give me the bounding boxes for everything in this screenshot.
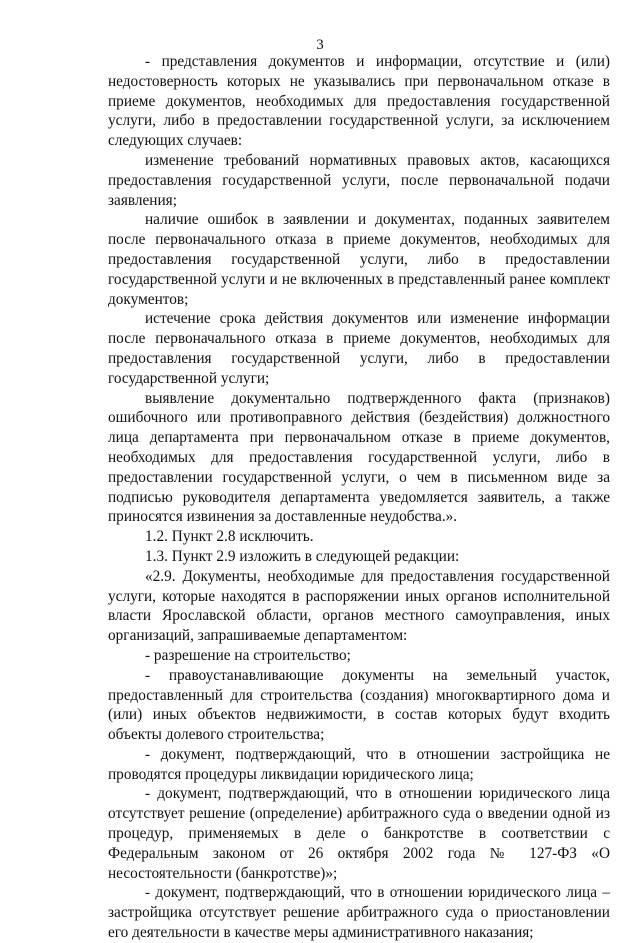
list-item-no-bankruptcy: - документ, подтверждающий, что в отношении юридического лица отсутствует решение (определение) арбитражного суда о введении одной из процедур, применяемых в деле о банкротстве в соответствии с Федеральным законом от 26 октября 2002 года № 127-ФЗ «О несостоятельности (банкротстве)»;: [108, 785, 610, 882]
paragraph-application-errors: наличие ошибок в заявлении и документах, поданных заявителем после первоначального отказа в приеме документов, необходимых для предоставления государственной услуги, либо в предоставлении государственной услуги и не включенных в представленный ранее комплект документов;: [108, 211, 610, 308]
paragraph-item-1-2: 1.2. Пункт 2.8 исключить.: [145, 528, 314, 546]
paragraph-documents-not-indicated: - представления документов и информации, отсутствие и (или) недостоверность которых не указывались при первоначальном отказе в приеме документов, необходимых для предоставления государственной услуги, либо в предоставлении государственной услуги, за исключением следующих случаев:: [108, 53, 610, 150]
paragraph-regulation-change: изменение требований нормативных правовых актов, касающихся предоставления государственной услуги, после первоначальной подачи заявления;: [108, 151, 610, 209]
paragraph-document-expiry: истечение срока действия документов или изменение информации после первоначального отказа в приеме документов, необходимых для предоставления государственной услуги, либо в предоставлении государственной услуги;: [108, 310, 610, 387]
list-item-building-permit: - разрешение на строительство;: [145, 646, 351, 664]
paragraph-clause-2-9: «2.9. Документы, необходимые для предоставления государственной услуги, которые находятся в распоряжении иных органов исполнительной власти Ярославской области, органов местного самоуправления, иных организаций, запрашиваемые департаментом:: [108, 567, 610, 645]
list-item-no-liquidation: - документ, подтверждающий, что в отношении застройщика не проводятся процедуры ликвидации юридического лица;: [108, 745, 610, 783]
paragraph-item-1-3: 1.3. Пункт 2.9 изложить в следующей редакции:: [145, 547, 460, 565]
document-body: [108, 52, 610, 943]
page-number: 3: [316, 37, 324, 53]
list-item-no-suspension: - документ, подтверждающий, что в отношении юридического лица – застройщика отсутствует решение арбитражного суда о приостановлении его деятельности в качестве меры административного наказания;: [108, 884, 610, 942]
list-item-land-title-documents: - правоустанавливающие документы на земельный участок, предоставленный для строительства (создания) многоквартирного дома и (или) иных объектов недвижимости, в состав которых будут входить объекты долевого строительства;: [108, 666, 610, 744]
paragraph-erroneous-action: выявление документально подтвержденного факта (признаков) ошибочного или противоправного действия (бездействия) должностного лица департамента при первоначальном отказе в приеме документов, необходимых для предоставления государственной услуги, либо в предоставлении государственной услуги, о чем в письменном виде за подписью руководителя департамента уведомляется заявитель, а также приносятся извинения за доставленные неудобства.».: [108, 389, 610, 526]
